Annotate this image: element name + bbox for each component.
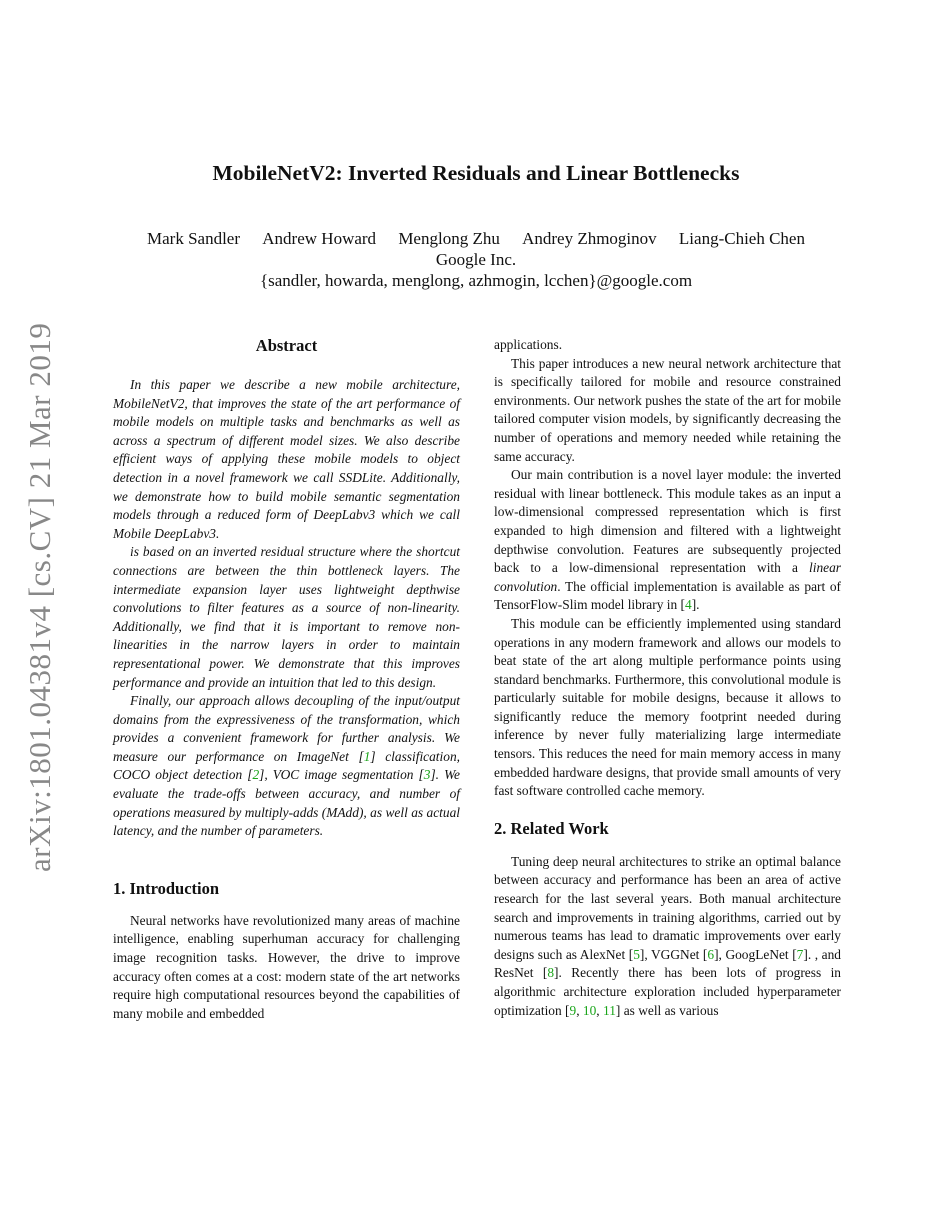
related-work-heading: 2. Related Work bbox=[494, 818, 609, 838]
citation-link[interactable]: 8 bbox=[547, 965, 555, 981]
author-name: Liang-Chieh Chen bbox=[678, 229, 805, 248]
intro-paragraph-continued: applications. bbox=[494, 337, 563, 352]
citation-link[interactable]: 6 bbox=[707, 946, 715, 962]
intro-paragraph: Our main contribution is a novel layer module: the inverted residual with linear bottleneck. This module takes as an input a low-dimensional compressed representation which is first expanded to high dimension and filtered with a lightweight depthwise convolution. Features are subsequently projected back to a low-dimensional representation with a linear convolution. The official implementation is available as part of TensorFlow-Slim model library in [4]. bbox=[494, 467, 841, 613]
intro-paragraph: This paper introduces a new neural network architecture that is specifically tailored for mobile and resource constrained environments. Our network pushes the state of the art for mobile tailored computer vision models, by significantly decreasing the number of operations and memory needed while retaining the same accuracy. bbox=[494, 355, 841, 464]
affiliation: Google Inc. bbox=[435, 250, 517, 269]
intro-paragraph: Neural networks have revolutionized many areas of machine intelligence, enabling superhuman accuracy for challenging image recognition tasks. However, the drive to improve accuracy often comes at a cost: modern state of the art networks require high computational resources beyond the capabilities of many mobile and embedded bbox=[113, 912, 460, 1021]
citation-link[interactable]: 11 bbox=[603, 1002, 616, 1018]
author-name: Menglong Zhu bbox=[398, 229, 500, 248]
author-name: Andrew Howard bbox=[262, 229, 377, 248]
introduction-heading: 1. Introduction bbox=[113, 878, 220, 898]
citation-link[interactable]: 9 bbox=[569, 1002, 577, 1018]
author-block bbox=[0, 228, 952, 291]
author-list bbox=[0, 228, 952, 249]
abstract-heading: Abstract bbox=[255, 336, 318, 355]
citation-link[interactable]: 3 bbox=[423, 767, 431, 783]
citation-link[interactable]: 4 bbox=[684, 597, 692, 613]
citation-link[interactable]: 1 bbox=[363, 748, 371, 764]
right-column bbox=[494, 336, 841, 1020]
left-column bbox=[113, 336, 460, 1023]
citation-link[interactable]: 10 bbox=[582, 1002, 597, 1018]
citation-link[interactable]: 7 bbox=[796, 946, 804, 962]
arxiv-sidebar-stamp: arXiv:1801.04381v4 [cs.CV] 21 Mar 2019 bbox=[22, 322, 57, 872]
citation-link[interactable]: 5 bbox=[633, 946, 640, 962]
abstract-paragraph: Finally, our approach allows decoupling of the input/output domains from the expressiveness of the transformation, which provides a convenient framework for further analysis. We measure our performance on ImageNet [1] classification, COCO object detection [2], VOC image segmentation [3]. We evaluate the trade-offs between accuracy, and number of operations measured by multiply-adds (MAdd), as well as actual latency, and the number of parameters. bbox=[113, 693, 460, 839]
author-emails: {sandler, howarda, menglong, azhmogin, lcchen}@google.com bbox=[259, 271, 693, 290]
abstract-body bbox=[113, 376, 460, 841]
author-name: Andrey Zhmoginov bbox=[522, 229, 657, 248]
abstract-paragraph: In this paper we describe a new mobile architecture, MobileNetV2, that improves the state of the art performance of mobile models on multiple tasks and benchmarks as well as across a spectrum of different model sizes. We also describe efficient ways of applying these mobile models to object detection in a novel framework we call SSDLite. Additionally, we demonstrate how to build mobile semantic segmentation models through a reduced form of DeepLabv3 which we call Mobile DeepLabv3. bbox=[113, 377, 460, 541]
intro-paragraph: This module can be efficiently implemented using standard operations in any modern framework and allows our models to beat state of the art along multiple performance points using standard benchmarks. Furthermore, this convolutional module is particularly suitable for mobile designs, because it allows to significantly reduce the memory footprint needed during inference by never fully materializing large intermediate tensors. This reduces the need for main memory access in many embedded hardware designs, that provide small amounts of very fast software controlled cache memory. bbox=[494, 615, 841, 799]
citation-link[interactable]: 2 bbox=[252, 767, 260, 783]
author-name: Mark Sandler bbox=[147, 229, 241, 248]
related-work-paragraph: Tuning deep neural architectures to strike an optimal balance between accuracy and performance has been an area of active research for the last several years. Both manual architecture search and improvements in training algorithms, carried out by numerous teams has lead to dramatic improvements over early designs such as AlexNet [5], VGGNet [6], GoogLeNet [7]. , and ResNet [8]. Recently there has been lots of progress in algorithmic architecture exploration included hyperparameter optimization [9, 10, 11] as well as various bbox=[494, 853, 841, 1018]
abstract-paragraph: is based on an inverted residual structure where the shortcut connections are between the thin bottleneck layers. The intermediate expansion layer uses lightweight depthwise convolutions to filter features as a source of non-linearity. Additionally, we find that it is important to remove non-linearities in the narrow layers in order to maintain representational power. We demonstrate that this improves performance and provide an intuition that led to this design. bbox=[113, 544, 460, 690]
paper-title: MobileNetV2: Inverted Residuals and Linear Bottlenecks bbox=[212, 161, 740, 185]
